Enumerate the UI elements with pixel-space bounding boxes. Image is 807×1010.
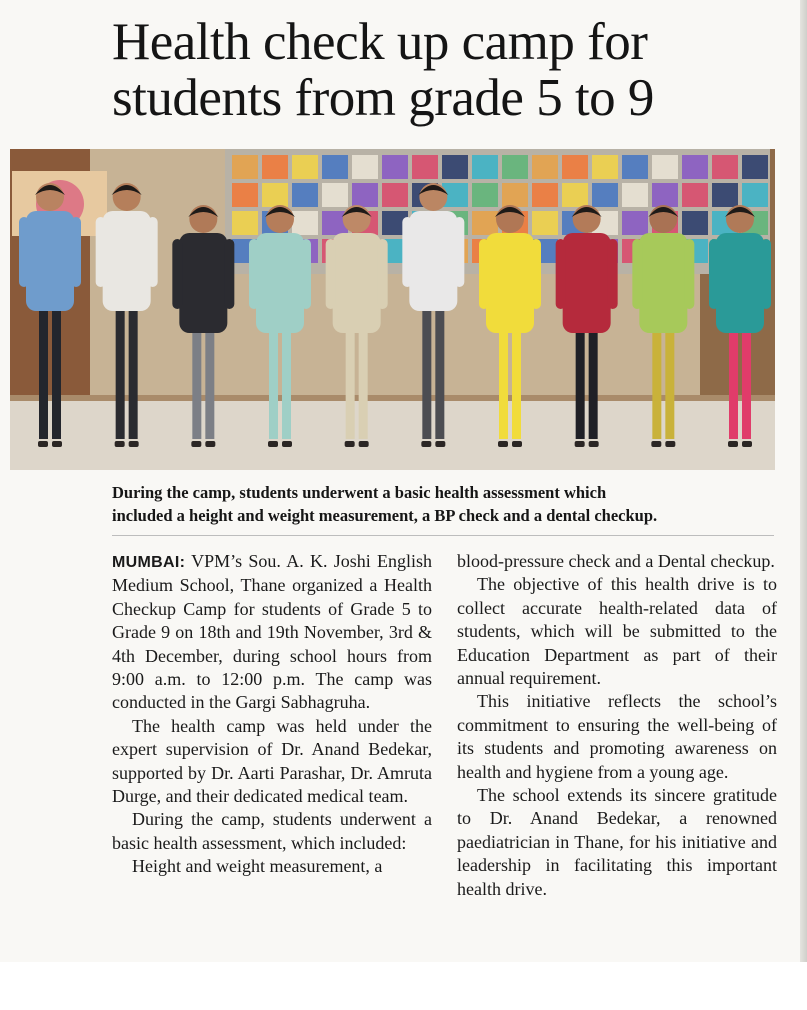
artwork: [592, 183, 618, 207]
paragraph: The school extends its sincere gratitude to Dr. Anand Bedekar, a renowned paediatrician in Thane, for his initiative and leadership in facilitating this important health drive.: [457, 785, 777, 899]
artwork: [292, 211, 318, 235]
artwork: [682, 155, 708, 179]
artwork: [562, 183, 588, 207]
person-leg: [346, 331, 355, 439]
paragraph: This initiative reflects the school’s commitment to ensuring the well-being of its students and promoting awareness on health and hygiene from a young age.: [457, 691, 777, 782]
person-shoe: [742, 441, 752, 447]
person-torso: [256, 233, 304, 333]
person-leg: [576, 331, 585, 439]
person-shoe: [589, 441, 599, 447]
person-arm: [761, 239, 771, 309]
artwork: [352, 183, 378, 207]
person-leg: [269, 331, 278, 439]
person-shoe: [52, 441, 62, 447]
person-leg: [52, 309, 61, 439]
person-shoe: [435, 441, 445, 447]
artwork: [382, 155, 408, 179]
person-arm: [608, 239, 618, 309]
person-torso: [103, 211, 151, 311]
person-leg: [192, 331, 201, 439]
artwork: [682, 211, 708, 235]
person-arm: [684, 239, 694, 309]
artwork: [322, 155, 348, 179]
person-shoe: [498, 441, 508, 447]
artwork: [232, 183, 258, 207]
person-arm: [172, 239, 182, 309]
person-leg: [729, 331, 738, 439]
artwork: [292, 183, 318, 207]
artwork: [502, 155, 528, 179]
artwork: [682, 183, 708, 207]
person-shoe: [651, 441, 661, 447]
person-torso: [26, 211, 74, 311]
person-leg: [499, 331, 508, 439]
artwork: [652, 155, 678, 179]
artwork: [712, 183, 738, 207]
person-leg: [129, 309, 138, 439]
artwork: [532, 183, 558, 207]
caption-line-2: included a height and weight measurement, a BP check and a dental checkup.: [112, 506, 658, 525]
person-arm: [71, 217, 81, 287]
artwork: [532, 155, 558, 179]
person-arm: [378, 239, 388, 309]
paragraph-text: VPM’s Sou. A. K. Joshi English Medium School, Thane organized a Health Checkup Camp for students of Grade 5 to Grade 9 on 18th and 19th November, 3rd & 4th December, during school hours from 9:00 a.m. to 12:00 p.m. The camp was conducted in the Gargi Sabhagruha.: [112, 551, 432, 713]
headline: [112, 14, 792, 126]
artwork: [532, 211, 558, 235]
person-shoe: [268, 441, 278, 447]
person-arm: [531, 239, 541, 309]
person-leg: [205, 331, 214, 439]
person-arm: [19, 217, 29, 287]
artwork: [232, 155, 258, 179]
person-leg: [39, 309, 48, 439]
person-torso: [179, 233, 227, 333]
person-leg: [652, 331, 661, 439]
person-arm: [224, 239, 234, 309]
paragraph: blood-pressure check and a Dental checkup.: [457, 551, 775, 571]
person-leg: [116, 309, 125, 439]
person-leg: [282, 331, 291, 439]
artwork: [622, 211, 648, 235]
person-torso: [639, 233, 687, 333]
person-torso: [716, 233, 764, 333]
person-torso: [333, 233, 381, 333]
person-arm: [454, 217, 464, 287]
person-shoe: [129, 441, 139, 447]
group-photo-illustration: [10, 149, 775, 470]
article-column-1: [112, 550, 432, 879]
person-shoe: [728, 441, 738, 447]
caption-line-1: During the camp, students underwent a basic health assessment which: [112, 483, 607, 502]
person-torso: [486, 233, 534, 333]
artwork: [262, 183, 288, 207]
paragraph: The objective of this health drive is to collect accurate health-related data of students, which will be submitted to the Education Department as part of their annual requirement.: [457, 574, 777, 689]
person-arm: [402, 217, 412, 287]
page-edge: [800, 0, 807, 962]
artwork: [712, 155, 738, 179]
artwork: [322, 183, 348, 207]
artwork: [652, 183, 678, 207]
person-arm: [479, 239, 489, 309]
person-arm: [148, 217, 158, 287]
person-shoe: [665, 441, 675, 447]
artwork: [262, 155, 288, 179]
person-leg: [742, 331, 751, 439]
person-arm: [709, 239, 719, 309]
artwork: [292, 155, 318, 179]
person-shoe: [421, 441, 431, 447]
person-leg: [422, 309, 431, 439]
artwork: [592, 155, 618, 179]
person-shoe: [191, 441, 201, 447]
person-arm: [96, 217, 106, 287]
person-leg: [359, 331, 368, 439]
artwork: [742, 155, 768, 179]
artwork: [562, 155, 588, 179]
person-arm: [632, 239, 642, 309]
artwork: [622, 183, 648, 207]
person-shoe: [282, 441, 292, 447]
person-arm: [326, 239, 336, 309]
person-shoe: [205, 441, 215, 447]
caption-divider: [112, 535, 774, 536]
paragraph: [112, 550, 432, 715]
paragraph: During the camp, students underwent a basic health assessment, which included:: [112, 809, 432, 853]
paragraph: The health camp was held under the expert supervision of Dr. Anand Bedekar, supported by Dr. Aarti Parashar, Dr. Amruta Durge, and their dedicated medical team.: [112, 715, 432, 807]
group-photo: [10, 149, 775, 470]
person-arm: [301, 239, 311, 309]
artwork: [472, 183, 498, 207]
person-arm: [249, 239, 259, 309]
person-leg: [435, 309, 444, 439]
person-torso: [563, 233, 611, 333]
artwork: [742, 183, 768, 207]
artwork: [442, 155, 468, 179]
person-shoe: [575, 441, 585, 447]
artwork: [622, 155, 648, 179]
artwork: [412, 155, 438, 179]
person-shoe: [115, 441, 125, 447]
article-column-2: [457, 550, 777, 901]
artwork: [382, 183, 408, 207]
photo-caption: [112, 481, 780, 527]
headline-line-2: students from grade 5 to 9: [112, 69, 654, 127]
person-leg: [512, 331, 521, 439]
artwork: [472, 211, 498, 235]
person-torso: [409, 211, 457, 311]
person-arm: [556, 239, 566, 309]
person-shoe: [38, 441, 48, 447]
artwork: [472, 155, 498, 179]
artwork: [352, 155, 378, 179]
dateline: MUMBAI:: [112, 554, 186, 571]
person-shoe: [345, 441, 355, 447]
person-shoe: [359, 441, 369, 447]
headline-line-1: Health check up camp for: [112, 13, 648, 71]
paragraph: Height and weight measurement, a: [132, 856, 383, 877]
artwork: [232, 211, 258, 235]
person-shoe: [512, 441, 522, 447]
person-leg: [589, 331, 598, 439]
artwork: [502, 183, 528, 207]
person-leg: [665, 331, 674, 439]
